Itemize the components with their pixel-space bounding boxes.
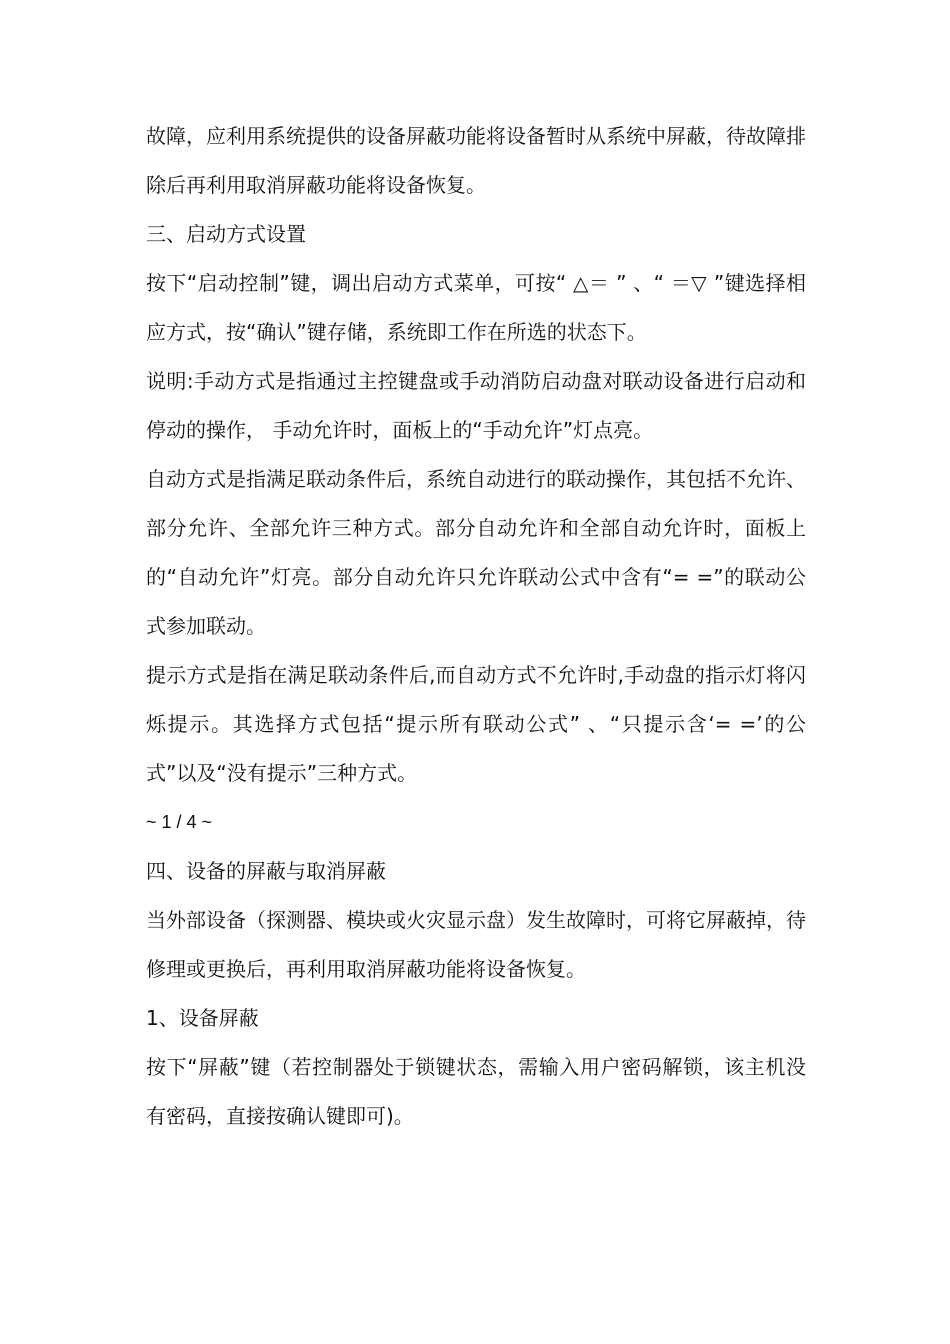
paragraph-startup-control-key: 按下“启动控制”键，调出启动方式菜单，可按“ △＝ ” 、“ ＝▽ ”键选择相应方式，按“确认”键存储，系统即工作在所选的状态下。 [146,271,806,344]
section-heading-startup-mode: 三、启动方式设置 [146,222,306,246]
paragraph-fault-masking-intro: 故障，应利用系统提供的设备屏蔽功能将设备暂时从系统中屏蔽，待故障排除后再利用取消屏蔽功能将设备恢复。 [146,124,806,197]
section-heading-device-masking: 四、设备的屏蔽与取消屏蔽 [146,859,386,883]
paragraph-auto-mode: 自动方式是指满足联动条件后，系统自动进行的联动操作，其包括不允许、部分允许、全部允许三种方式。部分自动允许和全部自动允许时，面板上的“自动允许”灯亮。部分自动允许只允许联动公式中含有“= =”的联动公式参加联动。 [146,467,806,638]
subsection-heading-device-mask: 1、设备屏蔽 [146,1006,259,1030]
paragraph-external-device-fault: 当外部设备（探测器、模块或火灾显示盘）发生故障时，可将它屏蔽掉，待修理或更换后，再利用取消屏蔽功能将设备恢复。 [146,908,806,981]
paragraph-mask-key: 按下“屏蔽”键（若控制器处于锁键状态，需输入用户密码解锁，该主机没有密码，直接按确认键即可)。 [146,1055,806,1128]
page-number-marker: ~ 1 / 4 ~ [146,812,213,832]
text-column [146,112,806,1141]
paragraph-manual-mode: 说明:手动方式是指通过主控键盘或手动消防启动盘对联动设备进行启动和停动的操作， 手动允许时，面板上的“手动允许”灯点亮。 [146,369,806,442]
paragraph-prompt-mode: 提示方式是指在满足联动条件后,而自动方式不允许时,手动盘的指示灯将闪烁提示。其选择方式包括“提示所有联动公式” 、“只提示含‘= =’的公式”以及“没有提示”三种方式。 [146,663,806,785]
